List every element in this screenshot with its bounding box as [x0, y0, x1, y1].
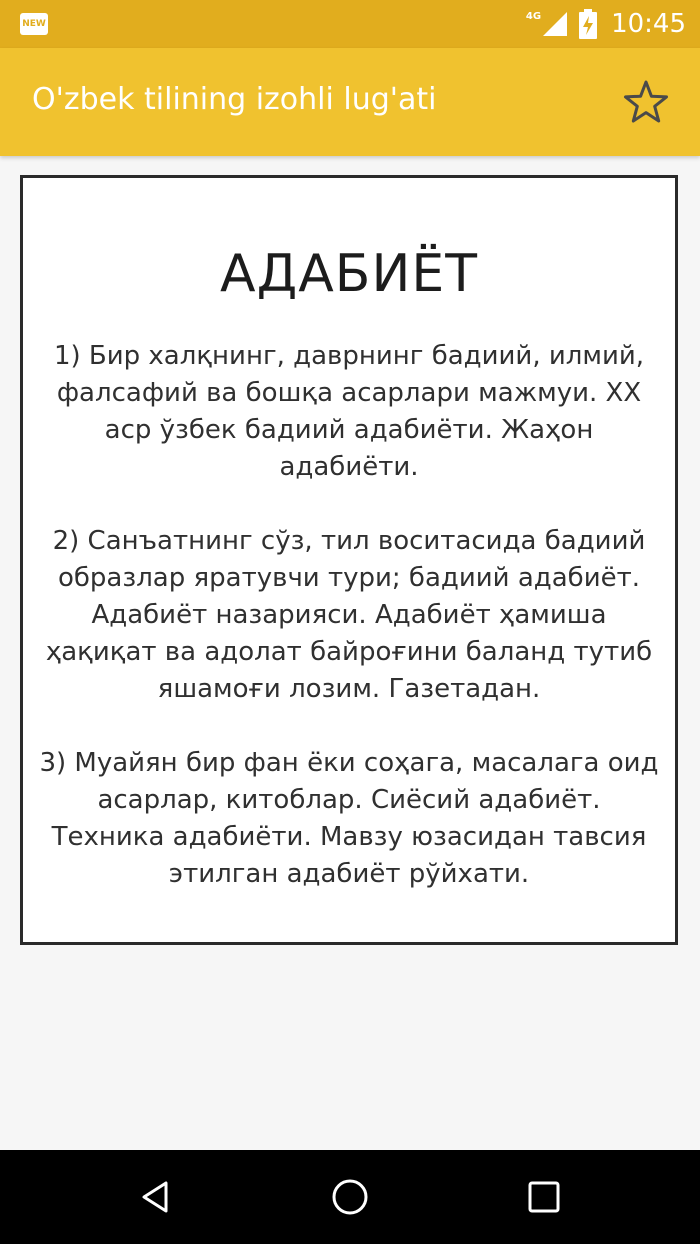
- definition-card: [20, 175, 678, 945]
- status-time: 10:45: [611, 9, 686, 39]
- word-title: АДАБИЁТ: [220, 244, 478, 304]
- star-outline-icon: [622, 78, 670, 126]
- status-right: [526, 8, 686, 40]
- battery-charging-icon: [579, 9, 597, 39]
- home-button[interactable]: [326, 1173, 374, 1221]
- home-icon: [330, 1177, 370, 1217]
- status-bar: [0, 0, 700, 48]
- app-title: O'zbek tilining izohli lug'ati: [32, 82, 437, 117]
- recents-icon: [527, 1180, 561, 1214]
- new-badge-icon: [20, 13, 48, 35]
- definition-item-1: 1) Бир халқнинг, даврнинг бадиий, илмий, фалсафий ва бошқа асарлари мажмуи. ХХ аср ўзбек бадиий адабиёти. Жаҳон адабиёти.: [53, 341, 645, 482]
- signal-icon: [541, 10, 569, 38]
- app-bar: [0, 48, 700, 156]
- network-type: 4G: [525, 10, 542, 22]
- new-badge-label: NEW: [22, 19, 46, 29]
- back-button[interactable]: [132, 1173, 180, 1221]
- status-left: [20, 12, 48, 36]
- definition-item-3: 3) Муайян бир фан ёки соҳага, масалага оид асарлар, китоблар. Сиёсий адабиёт. Техника адабиёти. Мавзу юзасидан тавсия этилган адабиёт рўйхати.: [39, 748, 659, 889]
- definitions-list: [39, 338, 659, 930]
- favorite-button[interactable]: [622, 78, 670, 126]
- back-icon: [138, 1179, 174, 1215]
- recents-button[interactable]: [520, 1173, 568, 1221]
- navigation-bar: [0, 1150, 700, 1244]
- definition-item-2: 2) Санъатнинг сўз, тил воситасида бадиий образлар яратувчи тури; бадиий адабиёт. Адабиёт назарияси. Адабиёт ҳамиша ҳақиқат ва адолат байроғини баланд тутиб яшамоғи лозим. Газетадан.: [45, 526, 653, 704]
